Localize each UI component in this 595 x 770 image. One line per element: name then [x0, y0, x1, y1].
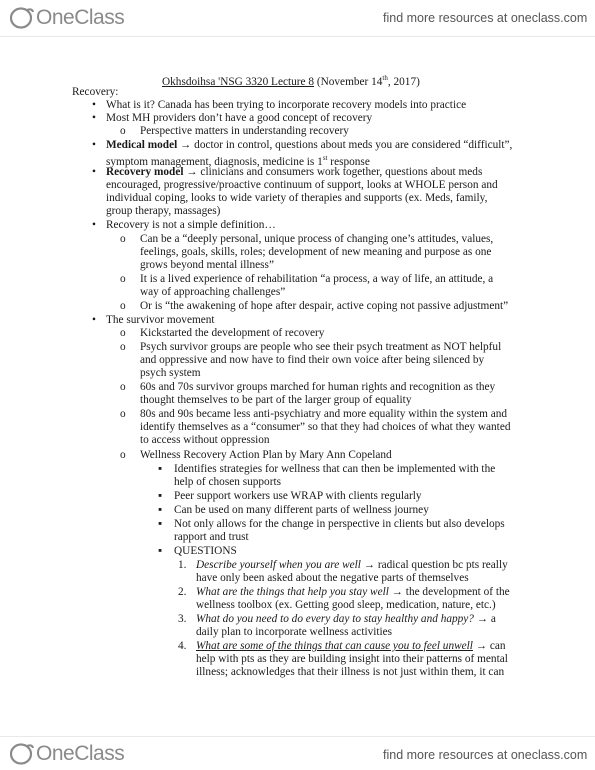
question-item-continued: have only been asked about the negative parts of themselves: [196, 572, 469, 584]
list-item-continued: to access without oppression: [140, 434, 270, 446]
list-item-continued: identify themselves as a “consumer” so that they had choices of what they wanted: [140, 421, 511, 433]
oneclass-logo-icon: [10, 7, 34, 29]
list-item: The survivor movement: [106, 314, 215, 326]
list-item: What is it? Canada has been trying to incorporate recovery models into practice: [106, 99, 467, 111]
bullet-icon: •: [92, 99, 96, 111]
question-item: Describe yourself when you are well → radical question bc pts really: [196, 559, 508, 571]
list-item-continued: rapport and trust: [174, 531, 249, 543]
question-number: 1.: [178, 559, 187, 571]
list-item-continued: group therapy, massages): [106, 205, 221, 217]
list-item-continued: feelings, goals, skills, roles; development of new meaning and purpose as one: [140, 246, 492, 258]
bullet-icon: •: [92, 112, 96, 124]
oneclass-logo-icon: [10, 743, 34, 765]
list-item: Can be a “deeply personal, unique process of changing one’s attitudes, values,: [140, 233, 494, 245]
bullet-icon: •: [92, 139, 96, 151]
list-item: Or is “the awakening of hope after despair, active coping not passive adjustment”: [140, 300, 509, 312]
square-bullet-icon: ▪: [158, 545, 163, 557]
bullet-icon: •: [92, 219, 96, 231]
question-item: What are the things that help you stay well → the development of the: [196, 586, 510, 598]
list-item: Kickstarted the development of recovery: [140, 327, 325, 339]
list-item: 80s and 90s became less anti-psychiatry and more equality within the system and: [140, 408, 508, 420]
circle-bullet-icon: o: [120, 233, 126, 245]
question-item-continued: daily plan to incorporate wellness activities: [196, 626, 393, 638]
circle-bullet-icon: o: [120, 408, 126, 420]
list-item: Identifies strategies for wellness that can then be implemented with the: [174, 463, 496, 475]
circle-bullet-icon: o: [120, 327, 126, 339]
question-item: What do you need to do every day to stay healthy and happy? → a: [196, 613, 496, 625]
square-bullet-icon: ▪: [158, 490, 163, 502]
footer-divider: [0, 736, 595, 737]
footer-promo-link[interactable]: find more resources at oneclass.com: [383, 748, 588, 762]
question-number: 3.: [178, 613, 187, 625]
question-item: What are some of the things that can cause you to feel unwell → can: [196, 640, 506, 652]
list-item: Medical model → doctor in control, questions about meds you are considered “difficult”,: [106, 139, 513, 151]
bullet-icon: •: [92, 166, 96, 178]
list-item-continued: way of approaching challenges”: [140, 286, 286, 298]
list-item-continued: symptom management, diagnosis, medicine is 1st response: [106, 154, 370, 168]
list-item: Recovery model → clinicians and consumers work together, questions about meds: [106, 166, 483, 178]
list-item-continued: individual coping, looks to wide variety of therapies and supports (ex. Meds, family,: [106, 192, 488, 204]
list-item-continued: help of chosen supports: [174, 476, 281, 488]
list-item: Perspective matters in understanding recovery: [140, 125, 349, 137]
list-item: Psych survivor groups are people who see their psych treatment as NOT helpful: [140, 341, 502, 353]
circle-bullet-icon: o: [120, 381, 126, 393]
question-item-continued: help with pts as they are building insight into their patterns of mental: [196, 653, 508, 665]
list-item: Can be used on many different parts of wellness journey: [174, 504, 429, 516]
square-bullet-icon: ▪: [158, 463, 163, 475]
header-promo-link[interactable]: find more resources at oneclass.com: [383, 11, 588, 25]
question-item-continued: wellness toolbox (ex. Getting good sleep, medication, nature, etc.): [196, 599, 496, 611]
circle-bullet-icon: o: [120, 125, 126, 137]
section-heading: Recovery:: [72, 86, 119, 98]
question-item-continued: illness; acknowledges that their illness is not just within them, it can: [196, 666, 505, 678]
list-item: Most MH providers don’t have a good concept of recovery: [106, 112, 373, 124]
list-item: QUESTIONS: [174, 545, 237, 557]
square-bullet-icon: ▪: [158, 518, 163, 530]
header-divider: [0, 36, 595, 37]
list-item: Peer support workers use WRAP with clients regularly: [174, 490, 422, 502]
circle-bullet-icon: o: [120, 341, 126, 353]
question-number: 4.: [178, 640, 187, 652]
circle-bullet-icon: o: [120, 273, 126, 285]
circle-bullet-icon: o: [120, 300, 126, 312]
list-item: Recovery is not a simple definition…: [106, 219, 276, 231]
document-title: Okhsdoihsa 'NSG 3320 Lecture 8 (November 14th, 2017): [162, 74, 420, 88]
bullet-icon: •: [92, 314, 96, 326]
question-number: 2.: [178, 586, 187, 598]
list-item: 60s and 70s survivor groups marched for human rights and recognition as they: [140, 381, 496, 393]
circle-bullet-icon: o: [120, 449, 126, 461]
list-item: It is a lived experience of rehabilitation “a process, a way of life, an attitude, a: [140, 273, 494, 285]
brand-name: OneClass: [36, 742, 125, 765]
header-brand[interactable]: [10, 6, 124, 30]
list-item-continued: and oppressive and now have to find their own voice after being silenced by: [140, 354, 485, 366]
list-item: Wellness Recovery Action Plan by Mary Ann Copeland: [140, 449, 392, 461]
list-item: Not only allows for the change in perspective in clients but also develops: [174, 518, 505, 530]
list-item-continued: grows beyond mental illness”: [140, 259, 274, 271]
list-item-continued: encouraged, progressive/proactive continuum of support, looks at WHOLE person and: [106, 179, 498, 191]
brand-name: OneClass: [36, 6, 125, 29]
footer-brand[interactable]: [10, 742, 124, 766]
list-item-continued: psych system: [140, 367, 201, 379]
square-bullet-icon: ▪: [158, 504, 163, 516]
list-item-continued: thought themselves to be part of the larger group of equality: [140, 394, 412, 406]
